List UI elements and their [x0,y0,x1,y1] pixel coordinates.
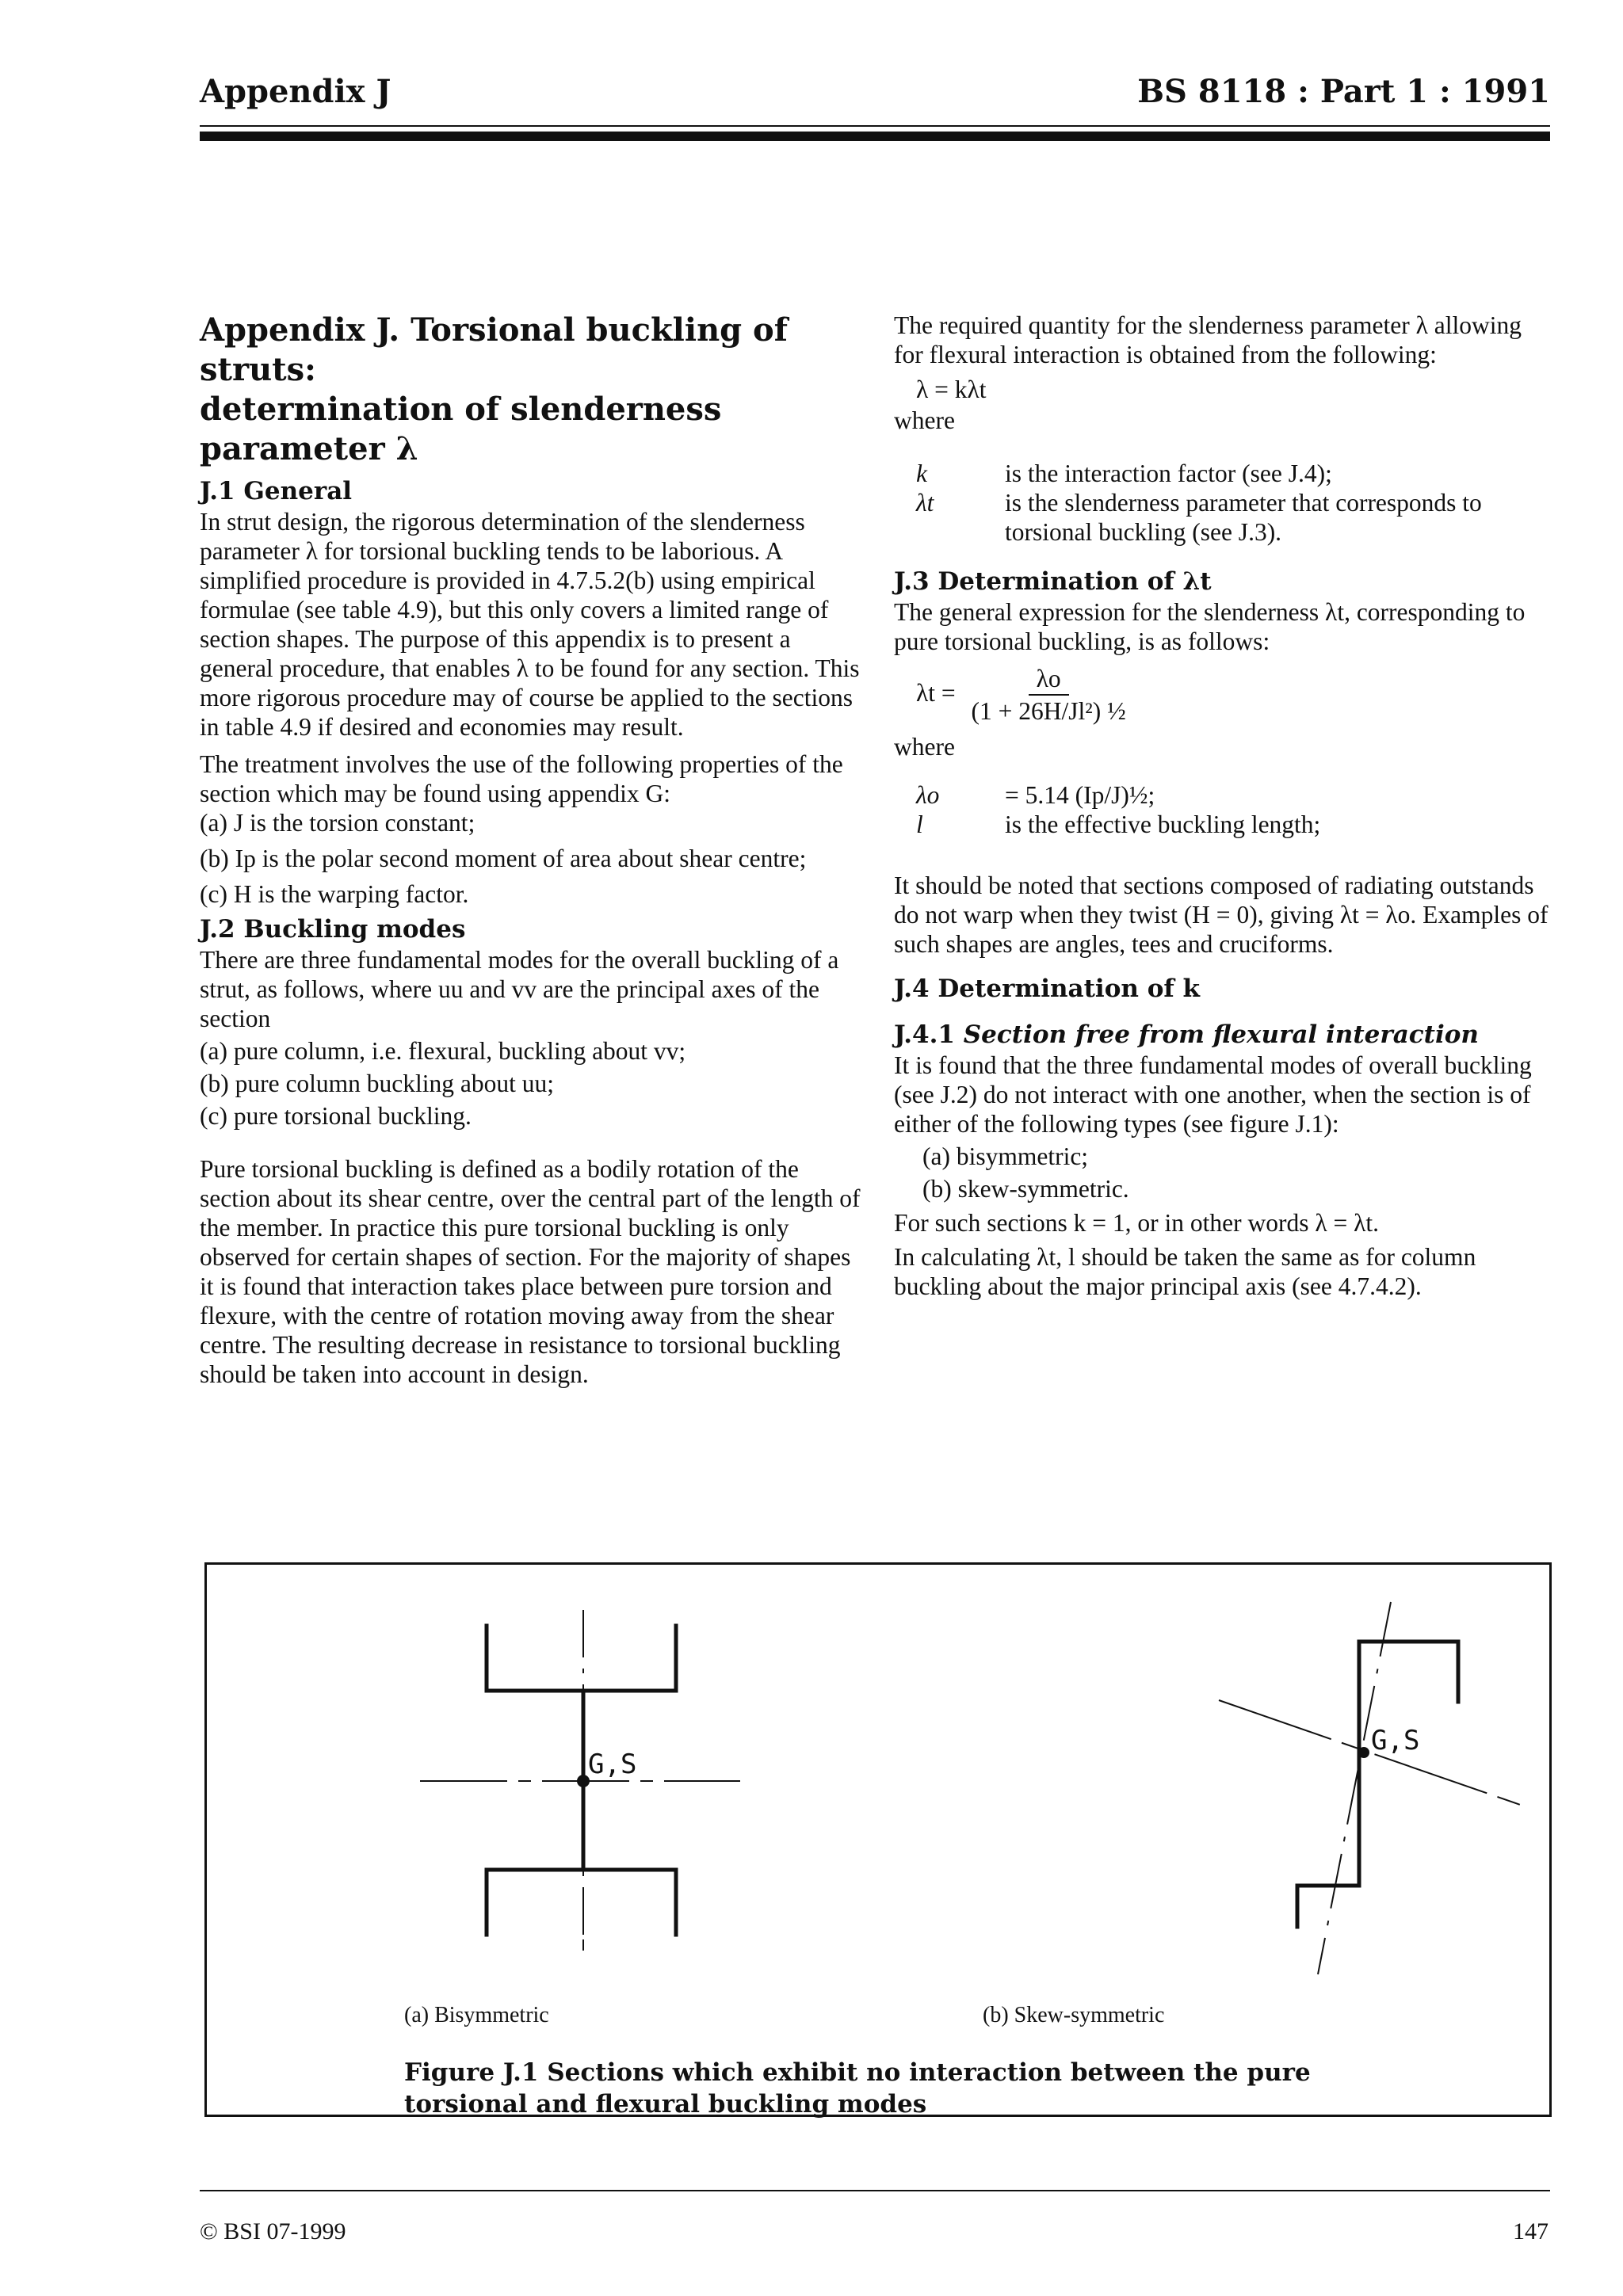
equation-lambda: λ = kλt [916,376,987,403]
equation-fraction [967,664,1131,727]
j1-paragraph-1: In strut design, the rigorous determination of the slenderness parameter λ for torsional buckling tends to be laborious. A simplified procedure is provided in 4.7.5.2(b) using empirical formulae (see table 4.9), but this only covers a limited range of section shapes. The purpose of this appendix is to present a general procedure, that enables λ to be found for any section. This more rigorous procedure may of course be applied to the sections in table 4.9 if desired and economies may result. [200,508,860,741]
mode-item: (b) pure column buckling about uu; [200,1070,555,1097]
where-label-1: where [894,406,955,434]
header-rule-thick [200,132,1550,141]
subfigure-label-a: (a) Bisymmetric [404,2003,549,2027]
modes-list [200,1036,864,1131]
definitions-list-2 [894,780,1552,839]
subfigure-label-b: (b) Skew-symmetric [983,2003,1165,2027]
mode-item: (a) pure column, i.e. flexural, buckling about vv; [200,1037,686,1065]
centroid-shear-label: G,S [588,1749,637,1780]
copyright-notice: © BSI 07-1999 [200,2218,346,2245]
top-flange [487,1626,676,1691]
definition-symbol: λt [916,489,934,517]
interaction-intro: The required quantity for the slenderness parameter λ allowing for flexural interaction is obtained from the following: [894,311,1522,368]
section-type-item: (a) bisymmetric; [922,1142,1089,1170]
definition-symbol: λo [916,781,940,809]
running-header-right: BS 8118 : Part 1 : 1991 [1137,73,1550,110]
appendix-title [200,311,864,469]
j41-paragraph-1: It is found that the three fundamental modes of overall buckling (see J.2) do not interact with one another, when the section is of either of the following types (see figure J.1): [894,1051,1532,1138]
j2-paragraph-2: Pure torsional buckling is defined as a bodily rotation of the section about its shear centre, over the central part of the length of the member. In practice this pure torsional buckling is only observed for certain shapes of section. For the majority of shapes it is found that interaction takes place between pure torsion and flexure, with the centre of rotation moving away from the shear centre. The resulting decrease in resistance to torsional buckling should be taken into account in design. [200,1155,861,1388]
footer-rule [200,2190,1550,2191]
header-rule-thin [200,125,1550,127]
section-types-list [894,1142,1552,1203]
property-item: (b) Ip is the polar second moment of area about shear centre; [200,845,807,872]
equation-lhs: λt = [916,679,956,707]
property-item: (a) J is the torsion constant; [200,809,475,837]
subsection-title: Section free from flexural interaction [963,1020,1479,1049]
z-section [1297,1642,1458,1927]
definition-text: = 5.14 (Ip/J)½; [1005,781,1155,809]
j41-paragraph-2: For such sections k = 1, or in other words λ = λt. [894,1209,1380,1237]
principal-axis-vv [1318,1602,1391,1974]
definitions-list-1 [894,459,1552,547]
section-heading-j1: J.1 General [200,477,353,505]
definition-text: is the effective buckling length; [1005,810,1321,838]
j3-paragraph-1: The general expression for the slenderness λt, corresponding to pure torsional buckling, is as follows: [894,598,1526,655]
bottom-flange [487,1870,676,1935]
where-label-2: where [894,733,955,761]
property-item: (c) H is the warping factor. [200,880,469,908]
section-heading-j2: J.2 Buckling modes [200,915,466,944]
j2-paragraph-1: There are three fundamental modes for the overall buckling of a strut, as follows, where uu and vv are the principal axes of the section [200,946,839,1032]
subsection-heading-j41 [894,1019,1552,1051]
equation-lambda-t [894,664,1552,727]
definition-symbol: l [916,810,923,838]
mode-item: (c) pure torsional buckling. [200,1102,472,1130]
section-heading-j4: J.4 Determination of k [894,974,1200,1003]
shear-centre-point [1358,1747,1369,1758]
properties-list [200,808,864,909]
right-column [894,311,1552,1301]
j41-paragraph-3: In calculating λt, l should be taken the same as for column buckling about the major principal axis (see 4.7.4.2). [894,1243,1476,1300]
fraction-denominator: (1 + 26H/Jl²) ½ [971,697,1126,725]
section-type-item: (b) skew-symmetric. [922,1175,1129,1203]
running-header-left: Appendix J [200,73,391,110]
page-number: 147 [1513,2218,1549,2245]
j3-paragraph-2: It should be noted that sections composed of radiating outstands do not warp when they twist (H = 0), giving λt = λo. Examples of such shapes are angles, tees and cruciforms. [894,871,1549,958]
definition-symbol: k [916,460,927,487]
centroid-shear-label: G,S [1371,1725,1420,1756]
appendix-title-line1: Appendix J. Torsional buckling of struts: [200,311,788,388]
figure-diagram [204,1562,1552,2117]
appendix-title-line2: determination of slenderness parameter λ [200,391,722,467]
left-column [200,311,864,1389]
definition-text: is the slenderness parameter that corresponds to torsional buckling (see J.3). [1005,489,1482,546]
skew-symmetric-section [1297,1642,1458,1927]
definition-text: is the interaction factor (see J.4); [1005,460,1332,487]
figure-caption: Figure J.1 Sections which exhibit no interaction between the pure torsional and flexural buckling modes [404,2058,1311,2119]
skew-symmetric-axes [1219,1602,1529,1974]
fraction-numerator: λo [1029,664,1069,696]
subsection-number: J.4.1 [894,1020,955,1049]
j1-paragraph-2: The treatment involves the use of the following properties of the section which may be found using appendix G: [200,750,843,807]
section-heading-j3: J.3 Determination of λt [894,567,1212,596]
